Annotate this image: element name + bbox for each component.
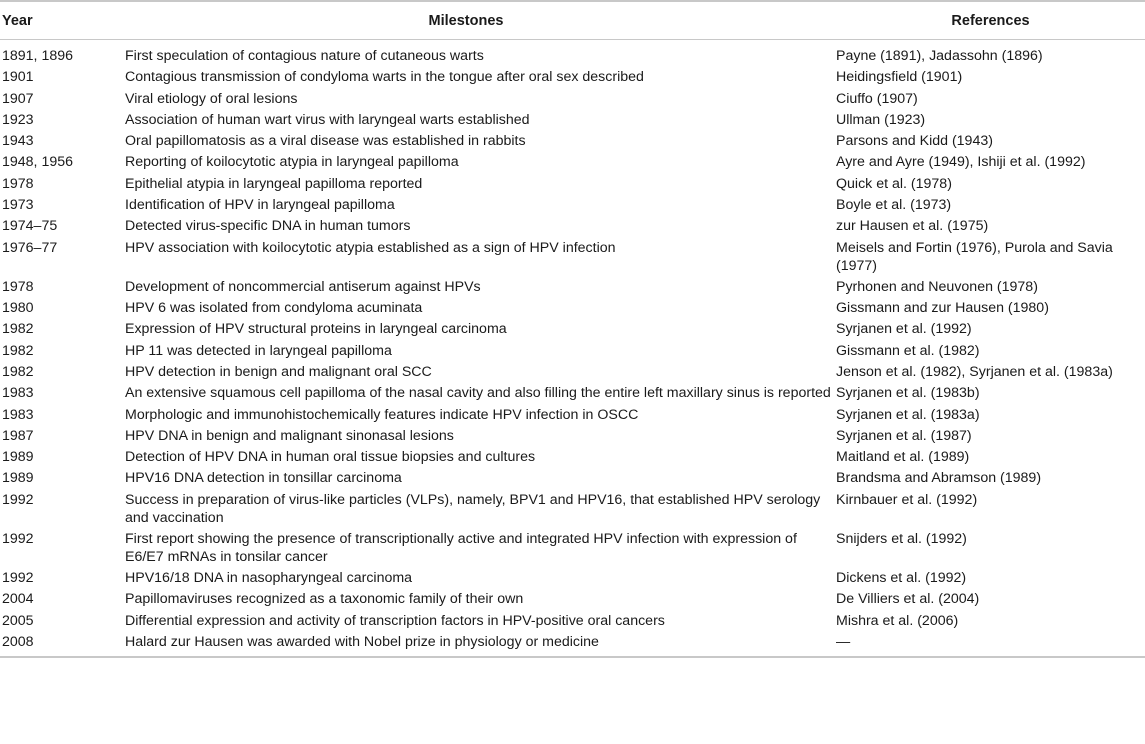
year-cell: 1992 — [2, 530, 34, 547]
reference-cell: Payne (1891), Jadassohn (1896) — [836, 48, 1043, 64]
year-cell: 1987 — [2, 427, 34, 444]
reference-cell: Mishra et al. (2006) — [836, 612, 959, 629]
table-row — [0, 276, 1145, 297]
column-header-references: References — [836, 1, 1145, 40]
year-cell: 1992 — [2, 570, 34, 587]
reference-cell: Syrjanen et al. (1987) — [836, 427, 972, 444]
header-row — [0, 1, 1145, 40]
table-row — [0, 404, 1145, 425]
milestone-cell: Epithelial atypia in laryngeal papilloma reported — [125, 175, 423, 192]
year-cell: 1948, 1956 — [2, 154, 74, 171]
reference-cell: Kirnbauer et al. (1992) — [836, 491, 978, 508]
column-header-milestones: Milestones — [96, 1, 836, 40]
year-cell: 1978 — [2, 175, 34, 192]
reference-cell: Meisels and Fortin (1976), Purola and Savia (1977) — [836, 239, 1113, 274]
table-row — [0, 528, 1145, 567]
reference-cell: Quick et al. (1978) — [836, 175, 952, 192]
milestone-cell: HPV association with koilocytotic atypia established as a sign of HPV infection — [125, 239, 616, 256]
reference-cell: De Villiers et al. (2004) — [836, 591, 980, 608]
milestone-cell: HPV16/18 DNA in nasopharyngeal carcinoma — [125, 570, 413, 587]
table-row — [0, 568, 1145, 589]
milestone-cell: Contagious transmission of condyloma warts in the tongue after oral sex described — [125, 69, 644, 86]
year-cell: 1983 — [2, 385, 34, 402]
table-row — [0, 173, 1145, 194]
milestone-cell: Oral papillomatosis as a viral disease was established in rabbits — [125, 133, 526, 150]
milestone-cell: Differential expression and activity of transcription factors in HPV-positive oral cancers — [125, 612, 665, 629]
table-row — [0, 130, 1145, 151]
table-row — [0, 468, 1145, 489]
milestone-cell: Development of noncommercial antiserum against HPVs — [125, 278, 481, 295]
table-row — [0, 319, 1145, 340]
milestone-cell: Halard zur Hausen was awarded with Nobel prize in physiology or medicine — [96, 631, 836, 657]
table-row — [0, 361, 1145, 382]
year-cell: 2008 — [0, 631, 96, 657]
milestone-cell: Success in preparation of virus-like particles (VLPs), namely, BPV1 and HPV16, that established HPV serology and vaccination — [125, 491, 821, 526]
table-row — [0, 489, 1145, 528]
table-row — [0, 216, 1145, 237]
milestone-cell: HPV 6 was isolated from condyloma acuminata — [125, 300, 423, 317]
year-cell: 1982 — [2, 363, 34, 380]
milestone-cell: Morphologic and immunohistochemically features indicate HPV infection in OSCC — [125, 406, 639, 423]
milestone-cell: Detected virus-specific DNA in human tumors — [125, 218, 411, 235]
table-row — [0, 67, 1145, 88]
milestone-cell: Papillomaviruses recognized as a taxonomic family of their own — [125, 591, 524, 608]
reference-cell: Ullman (1923) — [836, 111, 926, 128]
table-row — [0, 297, 1145, 318]
year-cell: 1976–77 — [2, 239, 58, 256]
milestone-cell: Detection of HPV DNA in human oral tissue biopsies and cultures — [125, 449, 536, 466]
milestone-cell: Association of human wart virus with laryngeal warts established — [125, 111, 530, 128]
table-row — [0, 109, 1145, 130]
milestone-cell: First speculation of contagious nature of cutaneous warts — [125, 48, 484, 64]
year-cell: 1973 — [2, 196, 34, 213]
milestone-cell: Viral etiology of oral lesions — [125, 90, 298, 107]
year-cell: 1978 — [2, 278, 34, 295]
milestone-cell: Reporting of koilocytotic atypia in laryngeal papilloma — [125, 154, 459, 171]
reference-cell: Syrjanen et al. (1983a) — [836, 406, 980, 423]
table-row — [0, 237, 1145, 276]
reference-cell: Boyle et al. (1973) — [836, 196, 952, 213]
reference-cell: Ciuffo (1907) — [836, 90, 918, 107]
year-cell: 1982 — [2, 342, 34, 359]
reference-cell: Brandsma and Abramson (1989) — [836, 470, 1042, 487]
table-row — [0, 425, 1145, 446]
year-cell: 1989 — [2, 470, 34, 487]
year-cell: 1992 — [2, 491, 34, 508]
table-row — [0, 340, 1145, 361]
reference-cell: Jenson et al. (1982), Syrjanen et al. (1983a) — [836, 363, 1113, 380]
table-body — [0, 40, 1145, 658]
milestone-cell: An extensive squamous cell papilloma of the nasal cavity and also filling the entire left maxillary sinus is reported — [125, 385, 831, 402]
milestone-cell: First report showing the presence of transcriptionally active and integrated HPV infection with expression of E6/E7 mRNAs in tonsilar cancer — [125, 530, 797, 565]
reference-cell: zur Hausen et al. (1975) — [836, 218, 989, 235]
year-cell: 1974–75 — [2, 218, 58, 235]
year-cell: 1891, 1896 — [2, 48, 74, 64]
reference-cell: Maitland et al. (1989) — [836, 449, 970, 466]
milestone-cell: Identification of HPV in laryngeal papilloma — [125, 196, 395, 213]
table-row — [0, 40, 1145, 67]
reference-cell: Syrjanen et al. (1992) — [836, 321, 972, 338]
year-cell: 2005 — [2, 612, 34, 629]
reference-cell: Ayre and Ayre (1949), Ishiji et al. (1992) — [836, 154, 1086, 171]
table-row — [0, 383, 1145, 404]
reference-cell: Snijders et al. (1992) — [836, 530, 967, 547]
milestone-cell: HPV DNA in benign and malignant sinonasal lesions — [125, 427, 454, 444]
reference-cell: Gissmann and zur Hausen (1980) — [836, 300, 1049, 317]
year-cell: 1989 — [2, 449, 34, 466]
year-cell: 1982 — [2, 321, 34, 338]
milestone-cell: Expression of HPV structural proteins in laryngeal carcinoma — [125, 321, 507, 338]
table-row — [0, 88, 1145, 109]
column-header-year: Year — [0, 1, 96, 40]
table-row — [0, 446, 1145, 467]
year-cell: 1923 — [2, 111, 34, 128]
year-cell: 1983 — [2, 406, 34, 423]
year-cell: 1907 — [2, 90, 34, 107]
year-cell: 1943 — [2, 133, 34, 150]
milestone-cell: HPV detection in benign and malignant oral SCC — [125, 363, 432, 380]
reference-cell: Gissmann et al. (1982) — [836, 342, 980, 359]
reference-cell: Heidingsfield (1901) — [836, 69, 963, 86]
milestone-cell: HP 11 was detected in laryngeal papilloma — [125, 342, 392, 359]
table-row — [0, 610, 1145, 631]
reference-cell: Pyrhonen and Neuvonen (1978) — [836, 278, 1038, 295]
reference-cell: — — [836, 631, 1145, 657]
milestone-cell: HPV16 DNA detection in tonsillar carcinoma — [125, 470, 402, 487]
year-cell: 1901 — [2, 69, 34, 86]
reference-cell: Parsons and Kidd (1943) — [836, 133, 993, 150]
reference-cell: Dickens et al. (1992) — [836, 570, 967, 587]
year-cell: 2004 — [2, 591, 34, 608]
table-row — [0, 152, 1145, 173]
table-row — [0, 194, 1145, 215]
year-cell: 1980 — [2, 300, 34, 317]
reference-cell: Syrjanen et al. (1983b) — [836, 385, 980, 402]
table-row — [0, 589, 1145, 610]
table-row — [0, 631, 1145, 657]
